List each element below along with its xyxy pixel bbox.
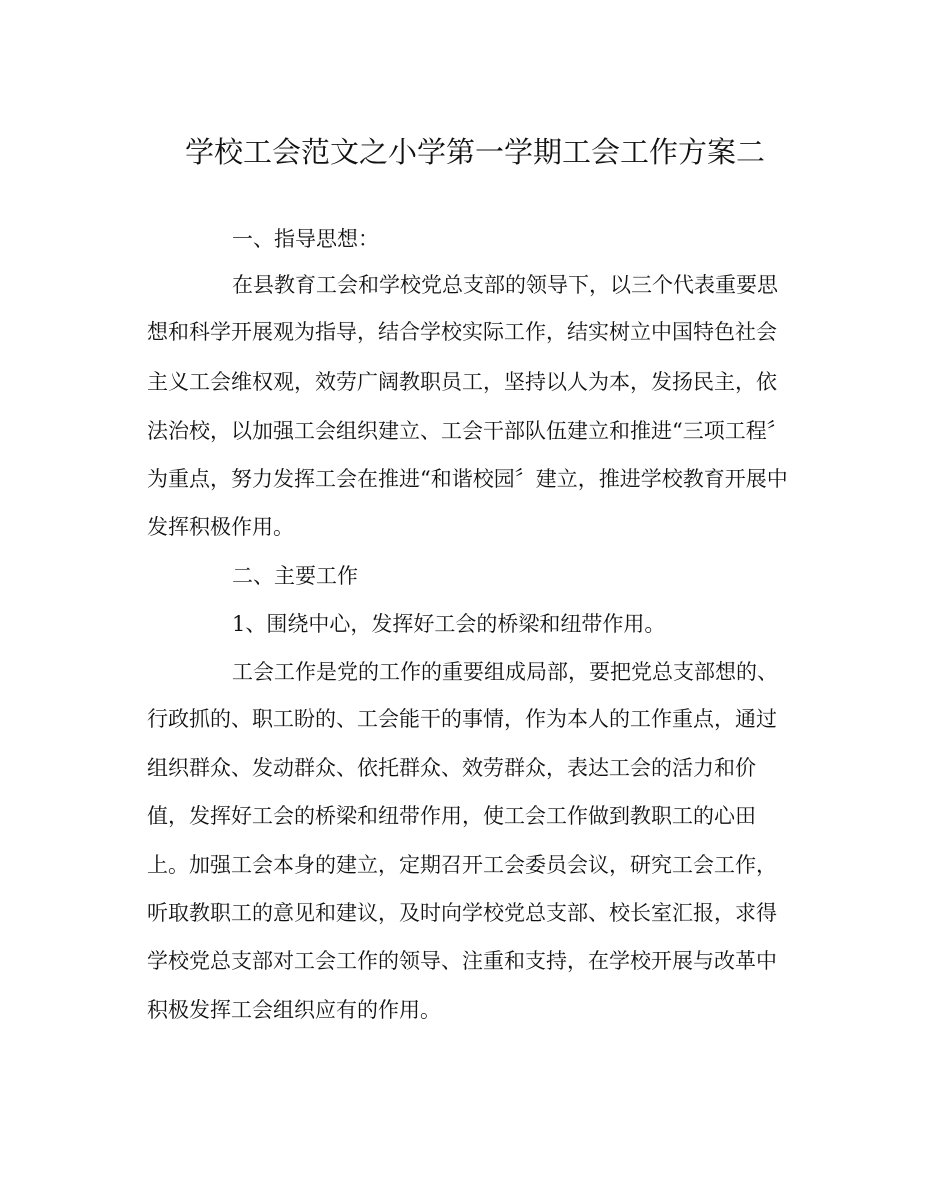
paragraph-line: 组织群众、发动群众、依托群众、效劳群众，表达工会的活力和价	[147, 756, 756, 780]
paragraph-line: 值，发挥好工会的桥梁和纽带作用，使工会工作做到教职工的心田	[147, 804, 756, 828]
section-heading-main-work: 二、主要工作	[232, 564, 358, 588]
paragraph-line: 积极发挥工会组织应有的作用。	[147, 998, 441, 1022]
paragraph-line: 法治校，以加强工会组织建立、工会干部队伍建立和推进“三项工程〞	[147, 419, 788, 443]
subsection-heading: 1、围绕中心，发挥好工会的桥梁和纽带作用。	[232, 612, 666, 636]
section-heading-guiding-ideology: 一、指导思想：	[232, 227, 379, 251]
paragraph-line: 工会工作是党的工作的重要组成局部，要把党总支部想的、	[232, 660, 778, 684]
paragraph-line: 行政抓的、职工盼的、工会能干的事情，作为本人的工作重点，通过	[147, 707, 777, 731]
paragraph-line: 学校党总支部对工会工作的领导、注重和支持，在学校开展与改革中	[147, 949, 777, 973]
paragraph-line: 发挥积极作用。	[147, 515, 294, 539]
paragraph-line: 想和科学开展观为指导，结合学校实际工作，结实树立中国特色社会	[147, 320, 777, 344]
document-title: 学校工会范文之小学第一学期工会工作方案二	[184, 135, 765, 169]
paragraph-line: 在县教育工会和学校党总支部的领导下，以三个代表重要思	[232, 273, 778, 297]
paragraph-line: 为重点，努力发挥工会在推进“和谐校园〞建立，推进学校教育开展中	[147, 467, 788, 491]
paragraph-line: 上。加强工会本身的建立，定期召开工会委员会议，研究工会工作，	[147, 853, 777, 877]
paragraph-line: 听取教职工的意见和建议，及时向学校党总支部、校长室汇报，求得	[147, 901, 777, 925]
paragraph-line: 主义工会维权观，效劳广阔教职员工，坚持以人为本，发扬民主，依	[147, 370, 777, 394]
